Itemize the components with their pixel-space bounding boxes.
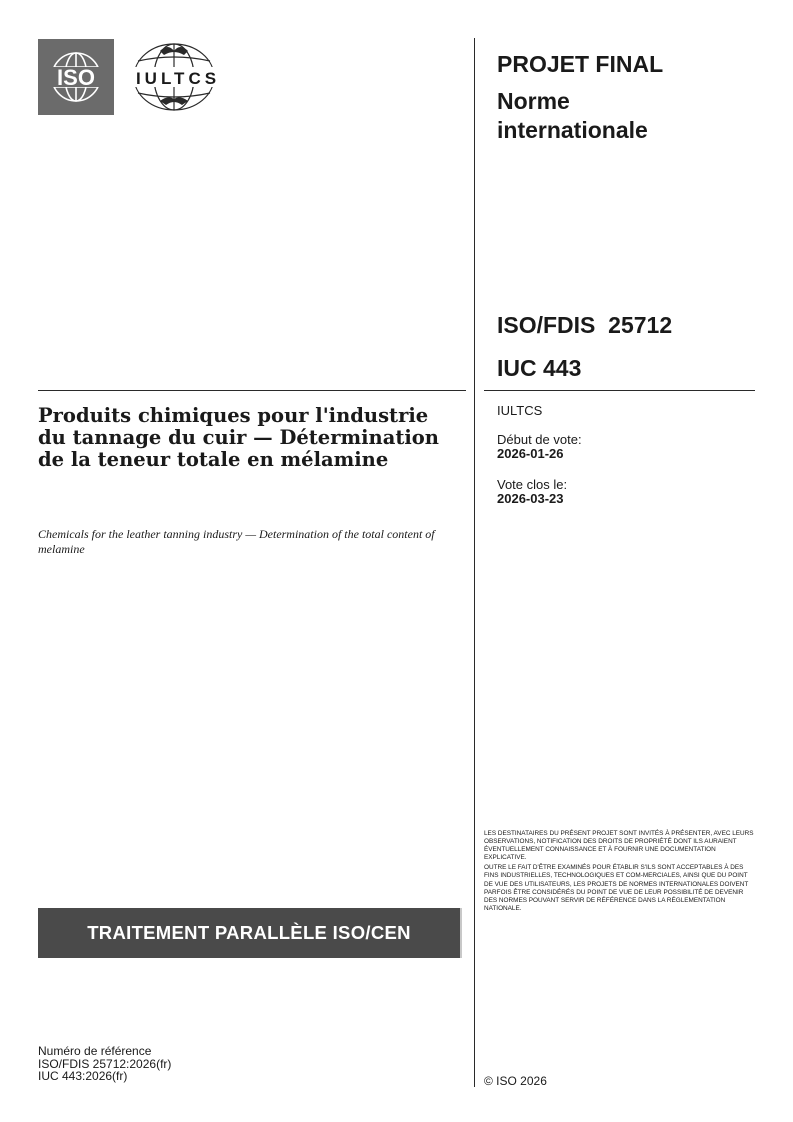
iso-logo [38,39,114,115]
title-english: Chemicals for the leather tanning industry — Determination of the total content of melamine [38,527,435,556]
vote-start-label: Début de vote: [497,432,582,447]
copyright: © ISO 2026 [484,1074,547,1088]
iso-logo-text: ISO [57,65,95,90]
iuc-reference: IUC 443 [497,355,582,381]
banner-text: TRAITEMENT PARALLÈLE ISO/CEN [87,922,411,943]
committee: IULTCS [497,403,543,418]
document-status: PROJET FINAL [497,51,664,77]
vote-end-label: Vote clos le: [497,477,568,492]
iultcs-logo-text: IULTCS [135,69,221,88]
vote-start-date: 2026-01-26 [497,446,564,461]
iultcs-logo [118,39,240,115]
reference-iso: ISO/FDIS 25712:2026(fr) [38,1056,172,1071]
iso-reference: ISO/FDIS 25712 [497,312,673,338]
horizontal-divider-right [484,390,755,391]
reference-label: Numéro de référence [38,1044,152,1058]
vertical-divider [474,38,475,1087]
document-type-line1: Norme [497,88,570,114]
notice-paragraph-2: OUTRE LE FAIT D'ÊTRE EXAMINÉS POUR ÉTABLIR S'ILS SONT ACCEPTABLES À DES FINS INDUSTRIELLES, TECHNOLOGIQUES ET COM-MERCIALES, AINSI QUE DU POINT DE VUE DES UTILISATEURS, LES PROJETS DE NORMES INTERNATIONALES DOIVENT PARFOIS ÊTRE CONSIDÉRÉS DU POINT DE VUE DE LEUR POSSIBILITÉ DE DEVENIR DES NORMES POUVANT SERVIR DE RÉFÉRENCE DANS LA RÉGLEMENTATION NATIONALE. [484,864,749,912]
notice-paragraph-1: LES DESTINATAIRES DU PRÉSENT PROJET SONT INVITÉS À PRÉSENTER, AVEC LEURS OBSERVATIONS, NOTIFICATION DES DROITS DE PROPRIÉTÉ DONT ILS AURAIENT ÉVENTUELLEMENT CONNAISSANCE ET À FOURNIR UNE DOCUMENTATION EXPLICATIVE. [484,830,754,862]
horizontal-divider-left [38,390,466,391]
parallel-processing-banner [38,908,460,958]
reference-iuc: IUC 443:2026(fr) [38,1069,128,1083]
vote-end-date: 2026-03-23 [497,491,564,506]
document-type-line2: internationale [497,117,648,143]
recipients-notice [484,830,754,915]
title-french: Produits chimiques pour l'industrie du tannage du cuir — Détermination de la teneur totale en mélamine [38,404,439,471]
reference-number-block [38,1045,171,1083]
